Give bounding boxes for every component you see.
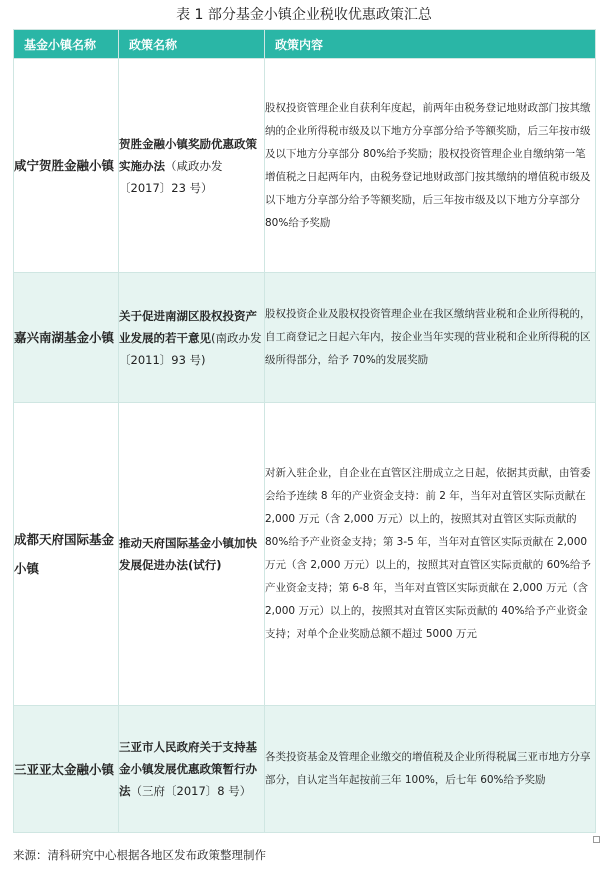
policy-title: 推动天府国际基金小镇加快发展促进办法(试行): [119, 536, 257, 572]
policy-document-number: （三府〔2017〕8 号）: [130, 784, 252, 798]
policy-content: 各类投资基金及管理企业缴交的增值税及企业所得税属三亚市地方分享部分，自认定当年起按前三年 100%，后七年 60%给予奖励: [265, 706, 596, 833]
policy-title: 三亚市人民政府关于支持基金小镇发展优惠政策暂行办法: [119, 740, 257, 798]
policy-content: 对新入驻企业，自企业在直管区注册成立之日起，依据其贡献，由管委会给予连续 8 年的产业资金支持：前 2 年，当年对直管区实际贡献在 2,000 万元（含 2,000 万元）以上的，按照其对直管区实际贡献的 80%给予产业资金支持；第 3-5 年，当年对直管区实际贡献在 2,000 万元（含 2,000 万元）以上的，按照其对直管区实际贡献的 60%给予产业资金支持；第 6-8 年，当年对直管区实际贡献在 2,000 万元（含 2,000 万元）以上的，按照其对直管区实际贡献的 40%给予产业资金支持；对单个企业奖励总额不超过 5000 万元: [265, 403, 596, 706]
policy-document-number: （咸政办发〔2017〕23 号）: [119, 158, 223, 195]
town-name: 成都天府国际基金小镇: [14, 403, 119, 706]
resize-handle-marker: [593, 836, 600, 843]
table-row: [14, 706, 596, 833]
policy-content: 股权投资管理企业自获利年度起，前两年由税务登记地财政部门按其缴纳的企业所得税市级及以下地方分享部分给予等额奖励，后三年按市级及以下地方分享部分 80%给予奖励；股权投资管理企业自缴纳第一笔增值税之日起两年内，由税务登记地财政部门按其缴纳的增值税市级及以下地方分享部分给予等额奖励，后三年按市级及以下地方分享部分 80%给予奖励: [265, 59, 596, 273]
policy-name: [119, 403, 265, 706]
table-row: [14, 273, 596, 403]
policy-document-number: (南政办发〔2011〕93 号): [119, 330, 262, 367]
policy-name: [119, 273, 265, 403]
table-row: [14, 59, 596, 273]
header-policy-name: 政策名称: [119, 30, 265, 59]
header-policy-content: 政策内容: [265, 30, 596, 59]
policy-name: [119, 706, 265, 833]
policy-table: [13, 29, 596, 833]
table-row: [14, 403, 596, 706]
table-header-row: [14, 30, 596, 59]
policy-title: 贺胜金融小镇奖励优惠政策实施办法: [119, 136, 257, 173]
policy-title: 关于促进南湖区股权投资产业发展的若干意见: [119, 308, 257, 345]
table-title: 表 1 部分基金小镇企业税收优惠政策汇总: [176, 7, 432, 23]
policy-name: [119, 59, 265, 273]
header-town: 基金小镇名称: [14, 30, 119, 59]
town-name: 嘉兴南湖基金小镇: [14, 273, 119, 403]
policy-content: 股权投资企业及股权投资管理企业在我区缴纳营业税和企业所得税的，自工商登记之日起六年内，按企业当年实现的营业税和企业所得税的区级所得部分，给予 70%的发展奖励: [265, 273, 596, 403]
town-name: 三亚亚太金融小镇: [14, 706, 119, 833]
town-name: 咸宁贺胜金融小镇: [14, 59, 119, 273]
source-note: 来源：清科研究中心根据各地区发布政策整理制作: [13, 848, 266, 862]
